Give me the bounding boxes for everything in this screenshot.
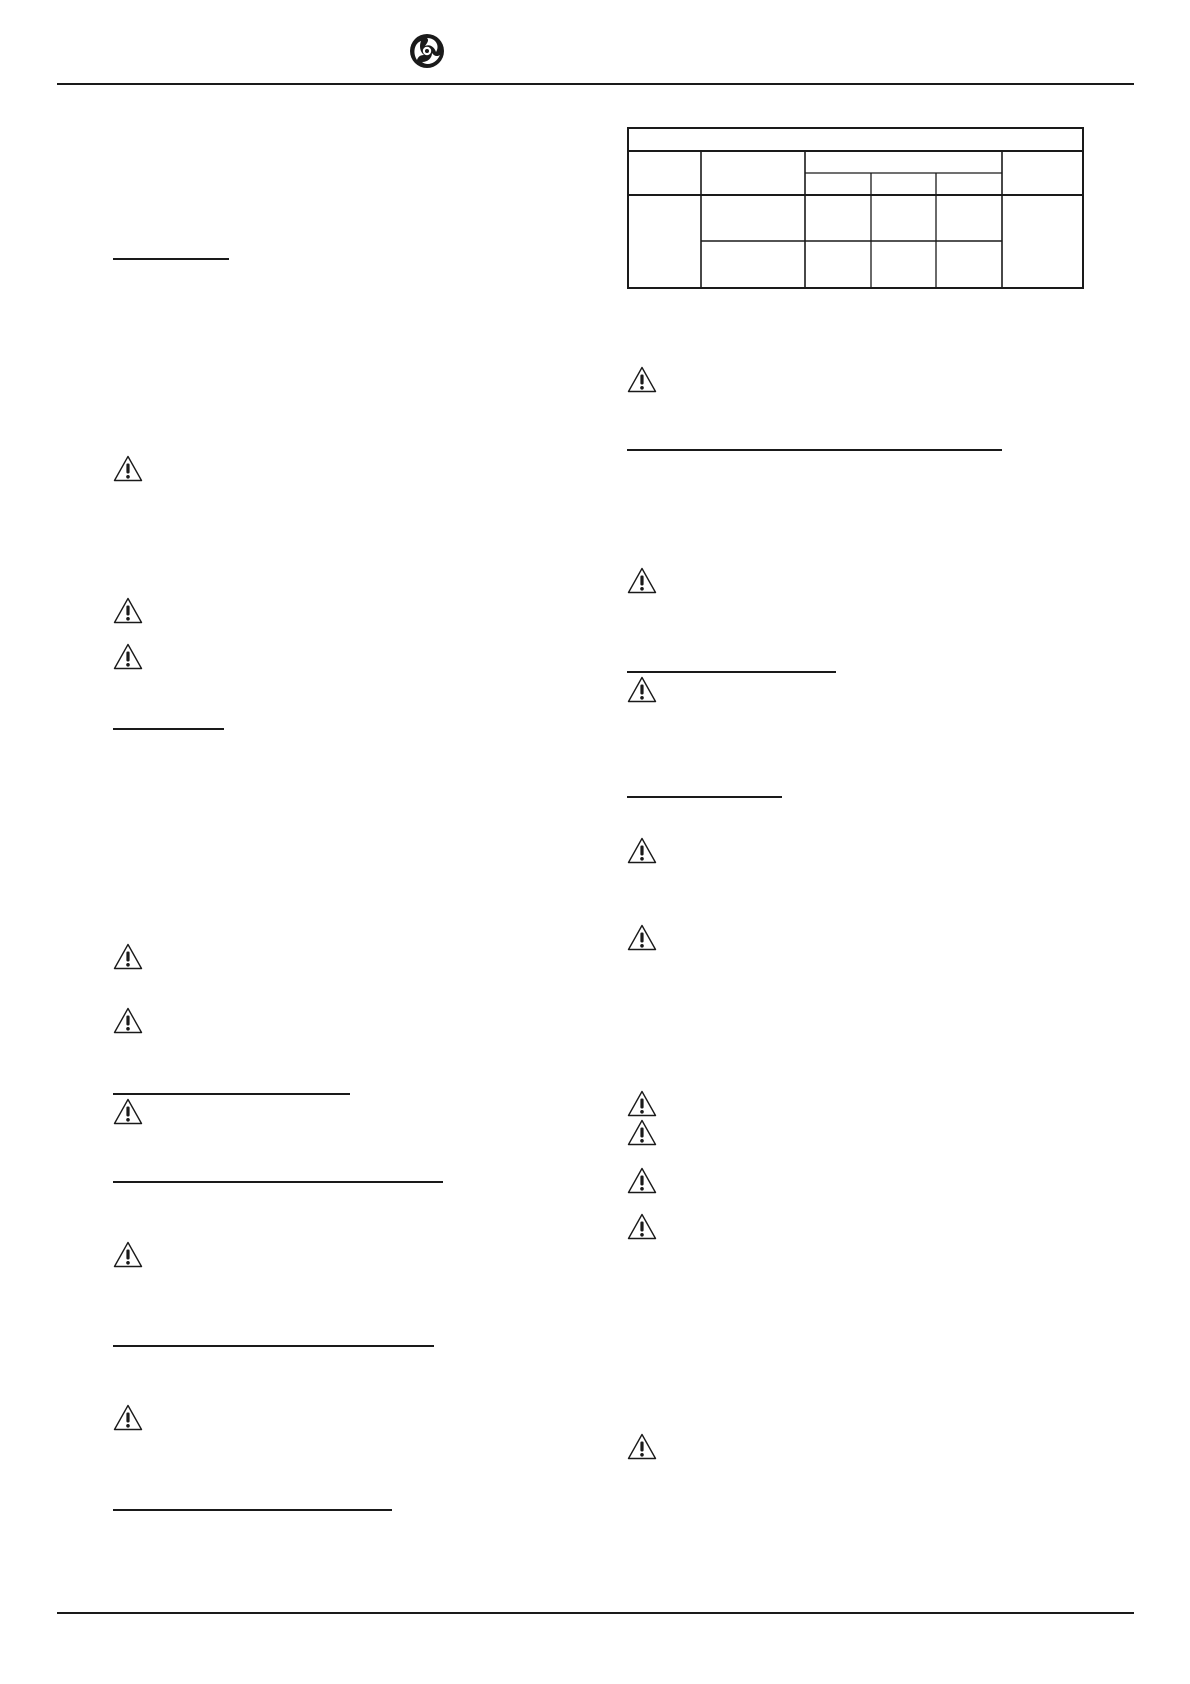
warning-triangle-icon	[113, 943, 143, 970]
specification-table	[627, 127, 1084, 289]
warning-triangle-icon	[627, 1090, 657, 1117]
warning-triangle-icon	[113, 1098, 143, 1125]
warning-triangle-icon	[627, 366, 657, 393]
warning-triangle-icon	[627, 837, 657, 864]
section-heading-underline	[113, 258, 229, 260]
warning-triangle-icon	[113, 1241, 143, 1268]
section-heading-underline	[627, 671, 836, 673]
warning-triangle-icon	[627, 924, 657, 951]
section-heading-underline	[113, 728, 224, 730]
warning-triangle-icon	[113, 1404, 143, 1431]
swirl-logo-icon	[409, 33, 445, 69]
warning-triangle-icon	[627, 1433, 657, 1460]
warning-triangle-icon	[113, 643, 143, 670]
warning-triangle-icon	[627, 1167, 657, 1194]
warning-triangle-icon	[113, 455, 143, 482]
warning-triangle-icon	[627, 567, 657, 594]
footer-rule	[57, 1612, 1134, 1614]
section-heading-underline	[627, 449, 1002, 451]
header-rule	[57, 83, 1134, 85]
section-heading-underline	[627, 796, 782, 798]
section-heading-underline	[113, 1181, 443, 1183]
warning-triangle-icon	[627, 1119, 657, 1146]
section-heading-underline	[113, 1093, 350, 1095]
warning-triangle-icon	[627, 676, 657, 703]
section-heading-underline	[113, 1509, 392, 1511]
section-heading-underline	[113, 1345, 434, 1347]
warning-triangle-icon	[627, 1213, 657, 1240]
warning-triangle-icon	[113, 597, 143, 624]
warning-triangle-icon	[113, 1007, 143, 1034]
